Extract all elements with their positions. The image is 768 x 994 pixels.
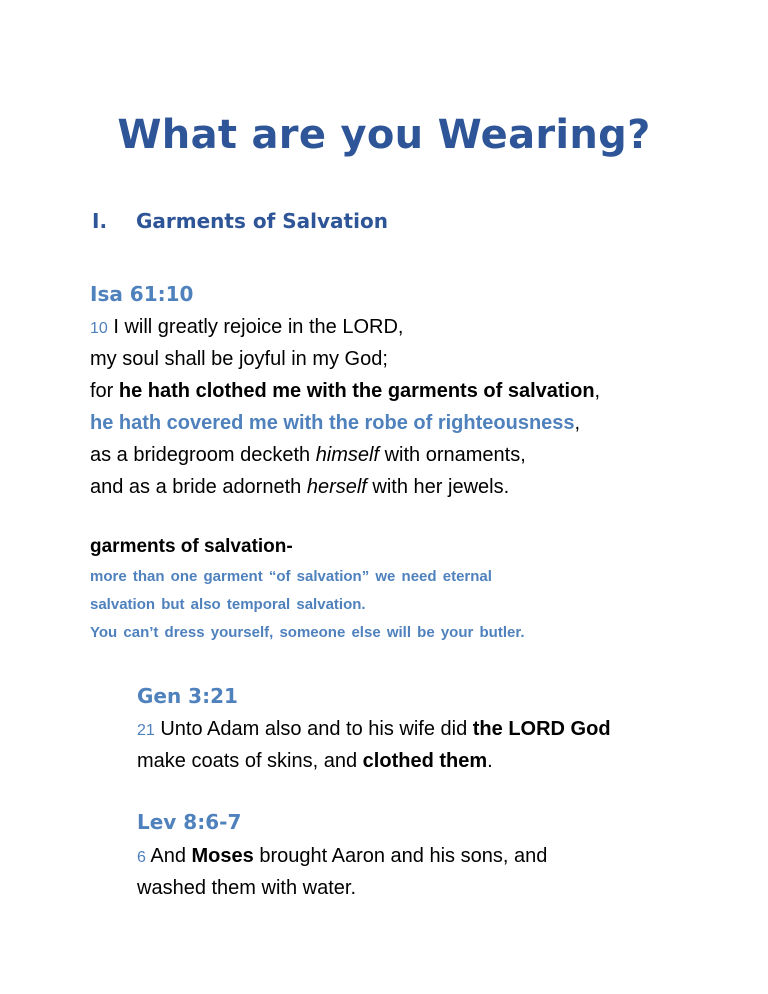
verse-text: as a bridegroom decketh — [90, 444, 316, 466]
note-line: You can’t dress yourself, someone else will be your butler. — [90, 624, 525, 641]
verse-line — [90, 444, 526, 467]
page-title: What are you Wearing? — [117, 112, 651, 158]
verse-text: with ornaments, — [379, 444, 526, 466]
verse-line — [137, 718, 611, 741]
section-heading — [92, 209, 388, 233]
verse-line — [90, 412, 580, 435]
verse-line: my soul shall be joyful in my God; — [90, 348, 388, 370]
verse-text: Unto Adam also and to his wife did — [154, 718, 473, 740]
verse-text: for — [90, 380, 119, 402]
notes-title: garments of salvation- — [90, 536, 293, 557]
verse-number: 21 — [137, 722, 155, 739]
emphasis-text: Moses — [191, 845, 254, 867]
section-number: I. — [92, 209, 108, 233]
verse-text: brought Aaron and his sons, and — [253, 845, 548, 867]
verse-text: make coats of skins, and — [137, 750, 363, 772]
verse-line — [90, 316, 403, 339]
verse-number: 10 — [90, 320, 108, 337]
note-line: salvation but also temporal salvation. — [90, 596, 366, 613]
verse-line — [137, 750, 493, 773]
verse-line — [137, 845, 547, 868]
verse-text: , — [574, 412, 581, 434]
scripture-reference-lev: Lev 8:6-7 — [137, 810, 242, 834]
section-label: Garments of Salvation — [136, 209, 388, 233]
verse-text: , — [594, 380, 601, 402]
verse-line: washed them with water. — [137, 877, 356, 899]
verse-line — [90, 476, 509, 499]
emphasis-text: the LORD God — [472, 718, 611, 740]
italic-text: himself — [315, 444, 380, 466]
verse-text: And — [145, 845, 192, 867]
verse-text: I will greatly rejoice in the LORD, — [113, 316, 404, 338]
italic-text: herself — [306, 476, 367, 498]
verse-line — [90, 380, 600, 403]
verse-text: with her jewels. — [366, 476, 510, 498]
verse-text: . — [487, 750, 493, 772]
scripture-reference-isa: Isa 61:10 — [90, 282, 194, 306]
verse-number: 6 — [137, 849, 146, 866]
verse-text: and as a bride adorneth — [90, 476, 307, 498]
emphasis-text: he hath clothed me with the garments of salvation — [118, 380, 595, 402]
highlight-text: he hath covered me with the robe of righteousness — [90, 412, 575, 434]
scripture-reference-gen: Gen 3:21 — [137, 684, 238, 708]
note-line: more than one garment “of salvation” we need eternal — [90, 568, 492, 585]
emphasis-text: clothed them — [362, 750, 488, 772]
